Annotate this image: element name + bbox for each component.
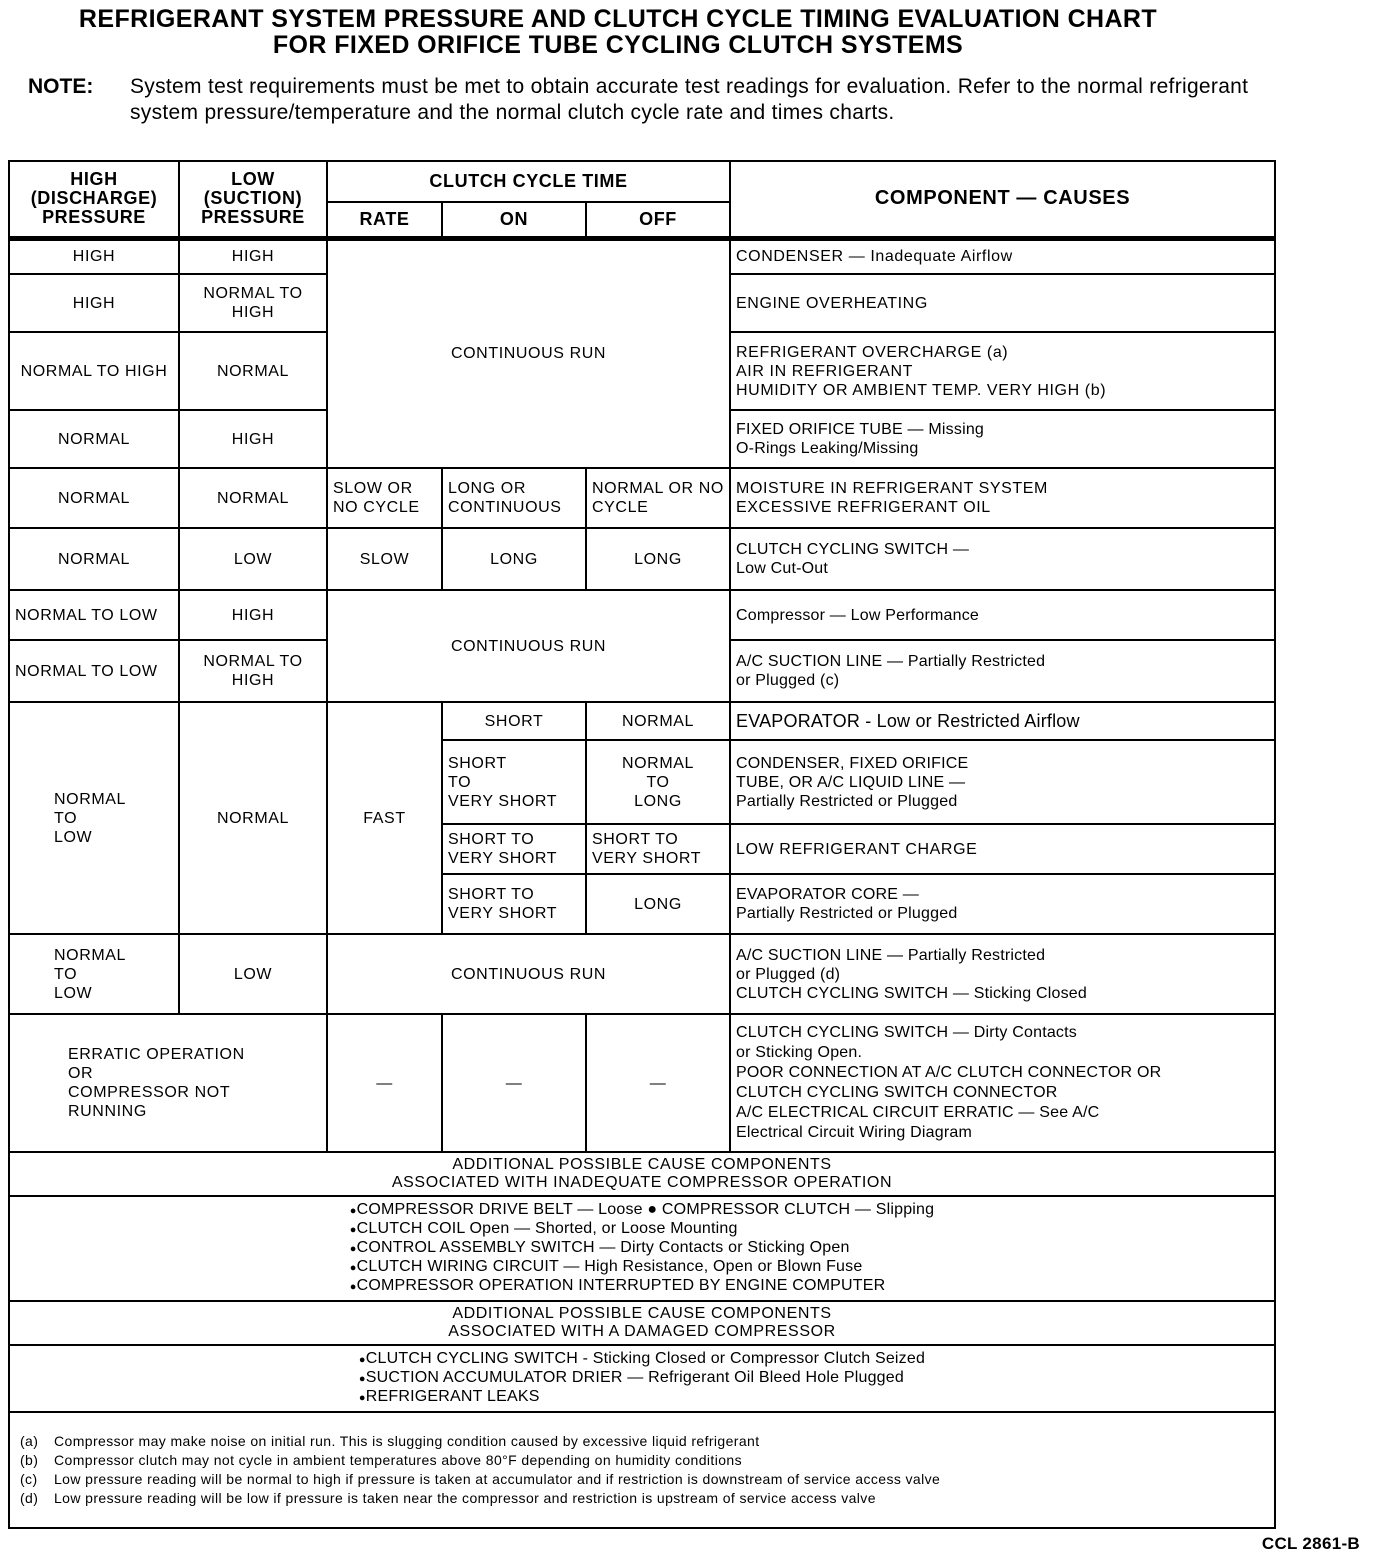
low-pressure-cell: HIGH — [179, 590, 327, 640]
on-time-cell: LONG — [442, 528, 586, 590]
footnote-key: (a) — [20, 1433, 39, 1449]
figure-code: CCL 2861-B — [1261, 1534, 1360, 1553]
damaged-compressor-list — [359, 1350, 925, 1407]
causes-cell: ENGINE OVERHEATING — [730, 274, 1275, 332]
high-pressure-cell: NORMAL — [9, 528, 179, 590]
footnote — [20, 1432, 1264, 1451]
causes-cell: A/C SUCTION LINE — Partially Restricted or Plugged (c) — [730, 640, 1275, 702]
rate-cell: FAST — [327, 702, 442, 934]
list-item: ● CLUTCH WIRING CIRCUIT — High Resistance, Open or Blown Fuse — [350, 1258, 935, 1277]
low-pressure-cell: NORMAL — [179, 332, 327, 410]
header-on: ON — [442, 202, 586, 238]
high-pressure-cell: NORMAL TO LOW — [9, 590, 179, 640]
causes-cell: EVAPORATOR CORE — Partially Restricted or Plugged — [730, 874, 1275, 934]
high-pressure-cell: NORMAL TO LOW — [9, 702, 179, 934]
high-pressure-cell: HIGH — [9, 274, 179, 332]
high-pressure-cell: NORMAL TO LOW — [9, 640, 179, 702]
damaged-compressor-list-cell — [9, 1345, 1275, 1412]
off-time-cell: NORMAL OR NO CYCLE — [586, 468, 730, 528]
list-item: ● SUCTION ACCUMULATOR DRIER — Refrigerant Oil Bleed Hole Plugged — [359, 1369, 925, 1388]
chart-title-line-2: FOR FIXED ORIFICE TUBE CYCLING CLUTCH SYSTEMS — [272, 31, 964, 59]
low-pressure-cell: HIGH — [179, 410, 327, 468]
table-row — [9, 590, 1275, 640]
chart-title — [0, 6, 1236, 58]
causes-cell: EVAPORATOR - Low or Restricted Airflow — [730, 702, 1275, 740]
off-time-cell: NORMAL TO LONG — [586, 740, 730, 824]
rate-cell: SLOW OR NO CYCLE — [327, 468, 442, 528]
list-item: ● CONTROL ASSEMBLY SWITCH — Dirty Contacts or Sticking Open — [350, 1239, 935, 1258]
list-item: ● CLUTCH COIL Open — Shorted, or Loose Mounting — [350, 1220, 935, 1239]
causes-cell: CLUTCH CYCLING SWITCH — Low Cut-Out — [730, 528, 1275, 590]
table-row — [9, 702, 1275, 740]
table-row — [9, 934, 1275, 1014]
table-row — [9, 1345, 1275, 1412]
footnotes — [9, 1412, 1275, 1528]
header-component-causes: COMPONENT — CAUSES — [730, 161, 1275, 238]
list-item: ● CLUTCH CYCLING SWITCH - Sticking Closed or Compressor Clutch Seized — [359, 1350, 925, 1369]
footnote — [20, 1489, 1264, 1508]
low-pressure-cell: NORMAL — [179, 468, 327, 528]
header-rate: RATE — [327, 202, 442, 238]
on-time-cell: SHORT TO VERY SHORT — [442, 874, 586, 934]
on-time-cell: SHORT — [442, 702, 586, 740]
footnote-text: Low pressure reading will be normal to high if pressure is taken at accumulator and if restriction is downstream of service access valve — [54, 1471, 941, 1487]
continuous-run-cell: CONTINUOUS RUN — [327, 934, 730, 1014]
high-pressure-cell: HIGH — [9, 238, 179, 274]
damaged-compressor-heading: ADDITIONAL POSSIBLE CAUSE COMPONENTS ASSOCIATED WITH A DAMAGED COMPRESSOR — [9, 1301, 1275, 1345]
table-row — [9, 1152, 1275, 1196]
inadequate-operation-heading: ADDITIONAL POSSIBLE CAUSE COMPONENTS ASSOCIATED WITH INADEQUATE COMPRESSOR OPERATION — [9, 1152, 1275, 1196]
off-time-cell: NORMAL — [586, 702, 730, 740]
off-time-cell: LONG — [586, 528, 730, 590]
header-high-pressure: HIGH (DISCHARGE) PRESSURE — [9, 161, 179, 238]
low-pressure-cell: LOW — [179, 528, 327, 590]
on-time-cell: SHORT TO VERY SHORT — [442, 740, 586, 824]
continuous-run-cell: CONTINUOUS RUN — [327, 590, 730, 702]
causes-cell: CONDENSER, FIXED ORIFICE TUBE, OR A/C LIQUID LINE — Partially Restricted or Plugged — [730, 740, 1275, 824]
table-row — [9, 468, 1275, 528]
low-pressure-cell: HIGH — [179, 238, 327, 274]
high-pressure-cell: NORMAL TO LOW — [9, 934, 179, 1014]
causes-cell: REFRIGERANT OVERCHARGE (a) AIR IN REFRIGERANT HUMIDITY OR AMBIENT TEMP. VERY HIGH (b) — [730, 332, 1275, 410]
causes-cell: CLUTCH CYCLING SWITCH — Dirty Contacts or Sticking Open. POOR CONNECTION AT A/C CLUTCH CONNECTOR OR CLUTCH CYCLING SWITCH CONNECTOR A/C ELECTRICAL CIRCUIT ERRATIC — See A/C Electrical Circuit Wiring Diagram — [730, 1014, 1275, 1152]
high-pressure-cell: NORMAL — [9, 410, 179, 468]
low-pressure-cell: LOW — [179, 934, 327, 1014]
table-row — [9, 238, 1275, 274]
footnote — [20, 1451, 1264, 1470]
high-pressure-cell: NORMAL — [9, 468, 179, 528]
header-off: OFF — [586, 202, 730, 238]
list-item: ● COMPRESSOR DRIVE BELT — Loose ● COMPRESSOR CLUTCH — Slipping — [350, 1201, 935, 1220]
table-row — [9, 528, 1275, 590]
evaluation-chart — [8, 160, 1276, 1529]
table-row — [9, 1014, 1275, 1152]
inadequate-operation-list-cell — [9, 1196, 1275, 1301]
table-row — [9, 1412, 1275, 1528]
continuous-run-cell: CONTINUOUS RUN — [327, 238, 730, 468]
causes-cell: Compressor — Low Performance — [730, 590, 1275, 640]
causes-cell: A/C SUCTION LINE — Partially Restricted or Plugged (d) CLUTCH CYCLING SWITCH — Sticking Closed — [730, 934, 1275, 1014]
on-time-cell: LONG OR CONTINUOUS — [442, 468, 586, 528]
erratic-operation-cell: ERRATIC OPERATION OR COMPRESSOR NOT RUNNING — [9, 1014, 327, 1152]
rate-cell: SLOW — [327, 528, 442, 590]
footnote-key: (b) — [20, 1452, 39, 1468]
causes-cell: CONDENSER — Inadequate Airflow — [730, 238, 1275, 274]
note-text: System test requirements must be met to obtain accurate test readings for evaluation. Refer to the normal refrigerant system pressure/temperature and the normal clutch cycle rate and times charts. — [130, 75, 1249, 124]
off-time-cell: — — [586, 1014, 730, 1152]
footnote-text: Compressor may make noise on initial run. This is slugging condition caused by excessive liquid refrigerant — [54, 1433, 760, 1449]
footnote-text: Low pressure reading will be low if pressure is taken near the compressor and restriction is upstream of service access valve — [54, 1490, 876, 1506]
footnote-key: (d) — [20, 1490, 39, 1506]
inadequate-operation-list — [350, 1201, 935, 1296]
table-row — [9, 1301, 1275, 1345]
on-time-cell: — — [442, 1014, 586, 1152]
list-item: ● COMPRESSOR OPERATION INTERRUPTED BY ENGINE COMPUTER — [350, 1277, 935, 1296]
chart-title-line-1: REFRIGERANT SYSTEM PRESSURE AND CLUTCH CYCLE TIMING EVALUATION CHART — [78, 5, 1158, 33]
header-clutch-cycle-time: CLUTCH CYCLE TIME — [327, 161, 730, 202]
rate-cell: — — [327, 1014, 442, 1152]
causes-cell: LOW REFRIGERANT CHARGE — [730, 824, 1275, 874]
off-time-cell: SHORT TO VERY SHORT — [586, 824, 730, 874]
list-item: ● REFRIGERANT LEAKS — [359, 1388, 925, 1407]
causes-cell: MOISTURE IN REFRIGERANT SYSTEM EXCESSIVE REFRIGERANT OIL — [730, 468, 1275, 528]
footnote-text: Compressor clutch may not cycle in ambient temperatures above 80°F depending on humidity conditions — [54, 1452, 742, 1468]
high-pressure-cell: NORMAL TO HIGH — [9, 332, 179, 410]
low-pressure-cell: NORMAL TO HIGH — [179, 274, 327, 332]
low-pressure-cell: NORMAL TO HIGH — [179, 640, 327, 702]
on-time-cell: SHORT TO VERY SHORT — [442, 824, 586, 874]
footnote — [20, 1470, 1264, 1489]
low-pressure-cell: NORMAL — [179, 702, 327, 934]
table-row — [9, 1196, 1275, 1301]
causes-cell: FIXED ORIFICE TUBE — Missing O-Rings Leaking/Missing — [730, 410, 1275, 468]
footnote-key: (c) — [20, 1471, 38, 1487]
note-label: NOTE: — [28, 75, 94, 98]
header-low-pressure: LOW (SUCTION) PRESSURE — [179, 161, 327, 238]
off-time-cell: LONG — [586, 874, 730, 934]
